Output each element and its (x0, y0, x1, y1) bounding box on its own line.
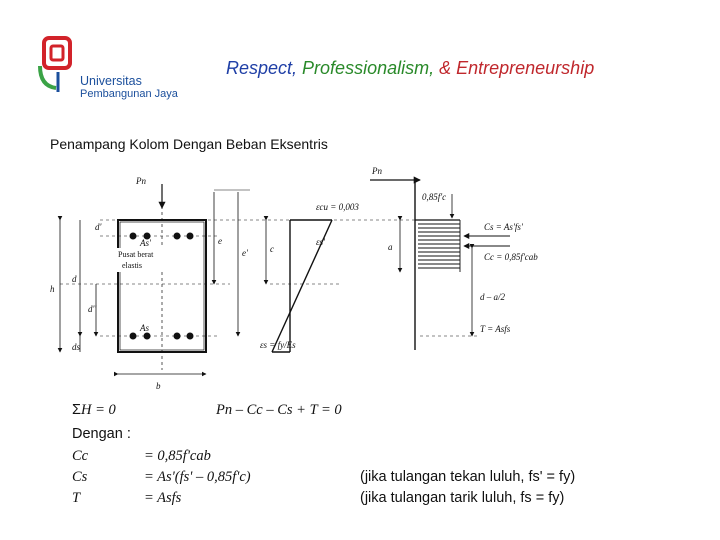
sigma-symbol: Σ (72, 402, 81, 418)
label-d-double-prime: d'' (88, 304, 97, 314)
label-d-minus-a2: d – a/2 (480, 292, 506, 302)
note-tension-yield: (jika tulangan tarik luluh, fs = fy) (360, 490, 565, 506)
label-as-bottom: As (140, 323, 149, 333)
tagline-professionalism: Professionalism, (302, 58, 440, 78)
label-as-top: As' (140, 238, 151, 248)
label-cs-force: Cs = As'fs' (484, 222, 523, 232)
label-cs: Cs (72, 469, 88, 485)
label-ds: ds (72, 342, 81, 352)
logo-text-line1: Universitas (80, 74, 142, 88)
tagline-respect: Respect, (226, 58, 303, 78)
logo-emblem-icon (38, 36, 78, 96)
label-a: a (388, 242, 393, 252)
label-b: b (156, 381, 161, 391)
label-stress-085fc: 0,85f'c (422, 192, 447, 202)
university-logo (38, 36, 188, 106)
label-ecu: εcu = 0,003 (316, 202, 359, 212)
logo-text-line2: Pembangunan Jaya (80, 88, 178, 100)
label-cc: Cc (72, 448, 89, 464)
label-pusat-berat: Pusat berat (118, 250, 154, 259)
label-e-prime: e' (242, 248, 248, 258)
expression-cc: = 0,85f'cab (144, 448, 211, 464)
equation-sum-h (72, 402, 116, 419)
label-pn-right: Pn (372, 166, 382, 176)
label-c: c (270, 244, 274, 254)
label-pn: Pn (136, 176, 146, 186)
label-elastis: elastis (122, 261, 142, 270)
expression-cs: = As'(fs' – 0,85f'c) (144, 469, 251, 485)
label-es: εs = fy/Es (260, 340, 296, 350)
note-compression-yield: (jika tulangan tekan luluh, fs' = fy) (360, 469, 576, 485)
label-t: T (72, 490, 81, 506)
label-es-prime: εs' (316, 237, 325, 247)
eccentric-column-diagram (40, 160, 560, 395)
label-t-force: T = Asfs (480, 324, 511, 334)
stress-block (418, 220, 460, 272)
label-h: h (50, 284, 55, 294)
equation-sum-h-text: H = 0 (80, 402, 116, 418)
tagline-entrepreneurship: & Entrepreneurship (439, 58, 595, 78)
equation-equilibrium: Pn – Cc – Cs + T = 0 (216, 402, 342, 418)
tagline (226, 58, 594, 79)
label-d-prime: d' (95, 222, 102, 232)
expression-t: = Asfs (144, 490, 182, 506)
label-dengan: Dengan : (72, 426, 131, 442)
label-e: e (218, 236, 222, 246)
label-d: d (72, 274, 77, 284)
slide-title: Penampang Kolom Dengan Beban Eksentris (50, 136, 328, 152)
label-cc-force: Cc = 0,85f'cab (484, 252, 538, 262)
